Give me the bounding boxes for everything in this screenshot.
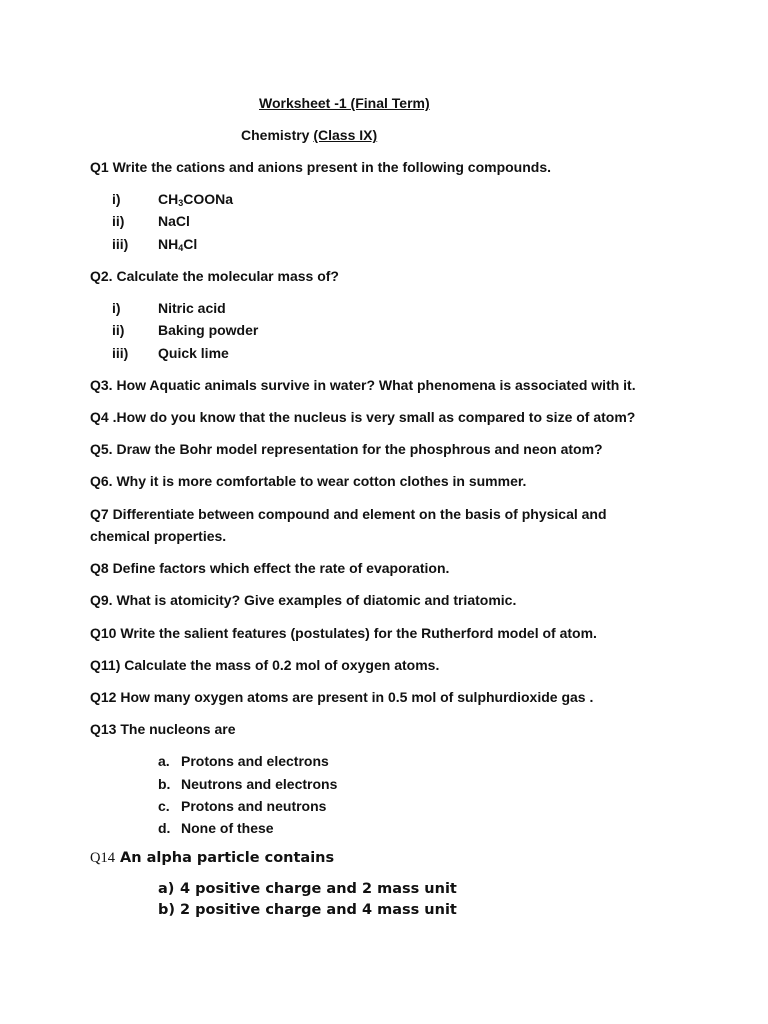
class-label: (Class IX) [313, 127, 378, 143]
question-5: Q5. Draw the Bohr model representation for the phosphrous and neon atom? [90, 441, 603, 457]
question-9: Q9. What is atomicity? Give examples of diatomic and triatomic. [90, 592, 517, 608]
formula-part: Cl [183, 236, 198, 252]
q1-item-1-formula [158, 191, 233, 207]
worksheet-title: Worksheet -1 (Final Term) [259, 95, 430, 111]
question-7-line-1: Q7 Differentiate between compound and element on the basis of physical and [90, 506, 607, 522]
question-14 [90, 850, 334, 867]
q1-item-2-formula: NaCl [158, 213, 190, 229]
q14-option-b-text: 2 positive charge and 4 mass unit [180, 902, 457, 918]
question-8: Q8 Define factors which effect the rate of evaporation. [90, 560, 450, 576]
q1-item-2-num: ii) [112, 213, 125, 229]
q2-item-3-text: Quick lime [158, 345, 229, 361]
question-4: Q4 .How do you know that the nucleus is very small as compared to size of atom? [90, 409, 636, 425]
formula-part: CH [158, 191, 179, 207]
q13-option-b-text: Neutrons and electrons [181, 776, 338, 792]
q2-item-2-text: Baking powder [158, 322, 259, 338]
q14-label: Q14 [90, 850, 115, 866]
q13-option-b-letter: b. [158, 776, 171, 792]
formula-part: COONa [183, 191, 234, 207]
q1-item-1 [112, 191, 121, 207]
q13-option-d-text: None of these [181, 820, 274, 836]
question-10: Q10 Write the salient features (postulates) for the Rutherford model of atom. [90, 625, 597, 641]
q1-item-1-num: i) [112, 191, 121, 207]
q2-item-2-num: ii) [112, 322, 125, 338]
question-11: Q11) Calculate the mass of 0.2 mol of oxygen atoms. [90, 657, 440, 673]
formula-part: NH [158, 236, 179, 252]
q14-text: An alpha particle contains [120, 850, 335, 866]
q13-option-d-letter: d. [158, 820, 171, 836]
q13-option-a-text: Protons and electrons [181, 753, 329, 769]
formula-subscript: 4 [178, 243, 184, 253]
q1-item-3-formula [158, 236, 197, 252]
q2-item-1-num: i) [112, 300, 121, 316]
q2-item-1-text: Nitric acid [158, 300, 226, 316]
formula-subscript: 3 [178, 198, 184, 208]
question-13: Q13 The nucleons are [90, 721, 236, 737]
subject-heading [241, 127, 377, 143]
q14-option-b-letter: b) [158, 902, 176, 918]
q2-item-3-num: iii) [112, 345, 129, 361]
question-7-line-2: chemical properties. [90, 528, 227, 544]
question-6: Q6. Why it is more comfortable to wear cotton clothes in summer. [90, 473, 527, 489]
question-1: Q1 Write the cations and anions present in the following compounds. [90, 159, 552, 175]
q13-option-a-letter: a. [158, 753, 170, 769]
q1-item-3-num: iii) [112, 236, 129, 252]
q13-option-c-letter: c. [158, 798, 170, 814]
question-2: Q2. Calculate the molecular mass of? [90, 268, 339, 284]
q14-option-a-letter: a) [158, 881, 175, 897]
question-3: Q3. How Aquatic animals survive in water? What phenomena is associated with it. [90, 377, 636, 393]
subject-label: Chemistry [241, 127, 310, 143]
q13-option-c-text: Protons and neutrons [181, 798, 327, 814]
question-12: Q12 How many oxygen atoms are present in 0.5 mol of sulphurdioxide gas . [90, 689, 594, 705]
q14-option-a-text: 4 positive charge and 2 mass unit [180, 881, 457, 897]
